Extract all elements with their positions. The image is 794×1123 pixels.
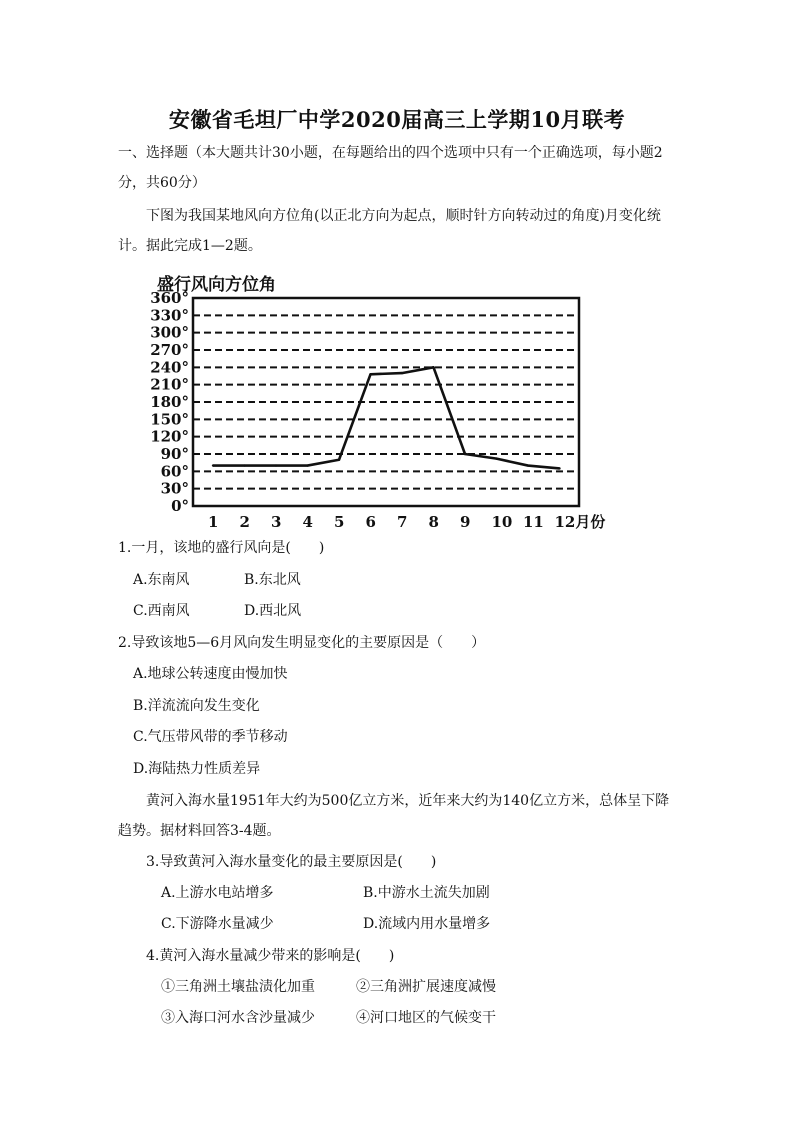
y-tick-label: 300° [150, 323, 189, 342]
q3-option-c: C.下游降水量减少 [161, 916, 274, 932]
y-tick-label: 240° [150, 358, 189, 377]
q4-option-2: ②三角洲扩展速度减慢 [356, 979, 496, 995]
q3-option-a: A.上游水电站增多 [161, 885, 274, 901]
intro2-line2: 趋势。据材料回答3-4题。 [118, 823, 281, 839]
y-tick-label: 90° [160, 445, 189, 463]
data-point [306, 464, 308, 466]
section-instructions-line1: 一、选择题（本大题共计30小题，在每题给出的四个选项中只有一个正确选项，每小题2 [118, 145, 663, 161]
q1-option-b: B.东北风 [244, 572, 301, 588]
data-point [275, 464, 277, 466]
intro2-line1: 黄河入海水量1951年大约为500亿立方米，近年来大约为140亿立方米，总体呈下降 [146, 793, 670, 809]
x-tick-label: 12月份 [554, 513, 606, 531]
x-tick-label: 3 [271, 513, 282, 531]
y-tick-label: 210° [150, 375, 189, 394]
x-tick-label: 1 [208, 513, 219, 531]
y-tick-label: 30° [160, 479, 189, 498]
x-tick-label: 9 [460, 513, 471, 531]
data-point [369, 373, 371, 375]
q2-option-b: B.洋流流向发生变化 [133, 698, 260, 714]
intro1-line1: 下图为我国某地风向方位角(以正北方向为起点，顺时针方向转动过的角度)月变化统 [146, 208, 661, 224]
x-tick-label: 8 [428, 513, 439, 531]
x-tick-label: 4 [302, 513, 313, 531]
q4-option-3: ③入海口河水含沙量减少 [161, 1010, 315, 1026]
q2-stem: 2.导致该地5—6月风向发生明显变化的主要原因是（ ） [118, 635, 486, 651]
y-tick-label: 150° [150, 410, 189, 429]
y-tick-label: 270° [150, 341, 189, 359]
chart-title: 盛行风向方位角 [157, 275, 276, 295]
x-tick-label: 2 [239, 513, 250, 531]
data-point [527, 464, 529, 466]
page-title: 安徽省毛坦厂中学2020届高三上学期10月联考 [168, 107, 626, 132]
data-point [401, 372, 403, 374]
q3-option-b: B.中游水土流失加剧 [363, 885, 490, 901]
q1-option-d: D.西北风 [244, 603, 302, 619]
q3-option-d: D.流域内用水量增多 [363, 916, 491, 932]
q1-option-c: C.西南风 [133, 603, 190, 619]
data-point [558, 467, 560, 469]
wind-direction-chart [140, 290, 620, 535]
q2-option-d: D.海陆热力性质差异 [133, 761, 261, 777]
q1-option-a: A.东南风 [133, 572, 190, 588]
y-tick-label: 120° [150, 427, 189, 446]
q4-option-4: ④河口地区的气候变干 [356, 1010, 496, 1026]
data-point [212, 464, 214, 466]
q4-option-1: ①三角洲土壤盐渍化加重 [161, 979, 315, 995]
x-tick-label: 7 [397, 513, 408, 531]
y-tick-label: 0° [171, 497, 189, 515]
y-tick-label: 180° [150, 393, 189, 411]
section-instructions-line2: 分，共60分） [118, 175, 206, 191]
q3-stem: 3.导致黄河入海水量变化的最主要原因是( ) [146, 854, 437, 870]
q2-option-c: C.气压带风带的季节移动 [133, 729, 288, 745]
y-tick-label: 330° [150, 306, 189, 325]
data-point [243, 464, 245, 466]
data-point [464, 453, 466, 455]
data-point [432, 366, 434, 368]
data-point [338, 459, 340, 461]
data-point [495, 457, 497, 459]
x-tick-label: 6 [365, 513, 376, 531]
intro1-line2: 计。据此完成1—2题。 [118, 238, 262, 254]
y-tick-label: 360° [150, 290, 189, 307]
x-tick-label: 11 [523, 513, 544, 531]
q1-stem: 1.一月，该地的盛行风向是( ) [118, 540, 325, 556]
q4-stem: 4.黄河入海水量减少带来的影响是( ) [146, 948, 395, 964]
y-tick-label: 60° [160, 462, 189, 481]
q2-option-a: A.地球公转速度由慢加快 [133, 666, 288, 682]
x-tick-label: 10 [491, 513, 513, 531]
x-tick-label: 5 [334, 513, 345, 531]
